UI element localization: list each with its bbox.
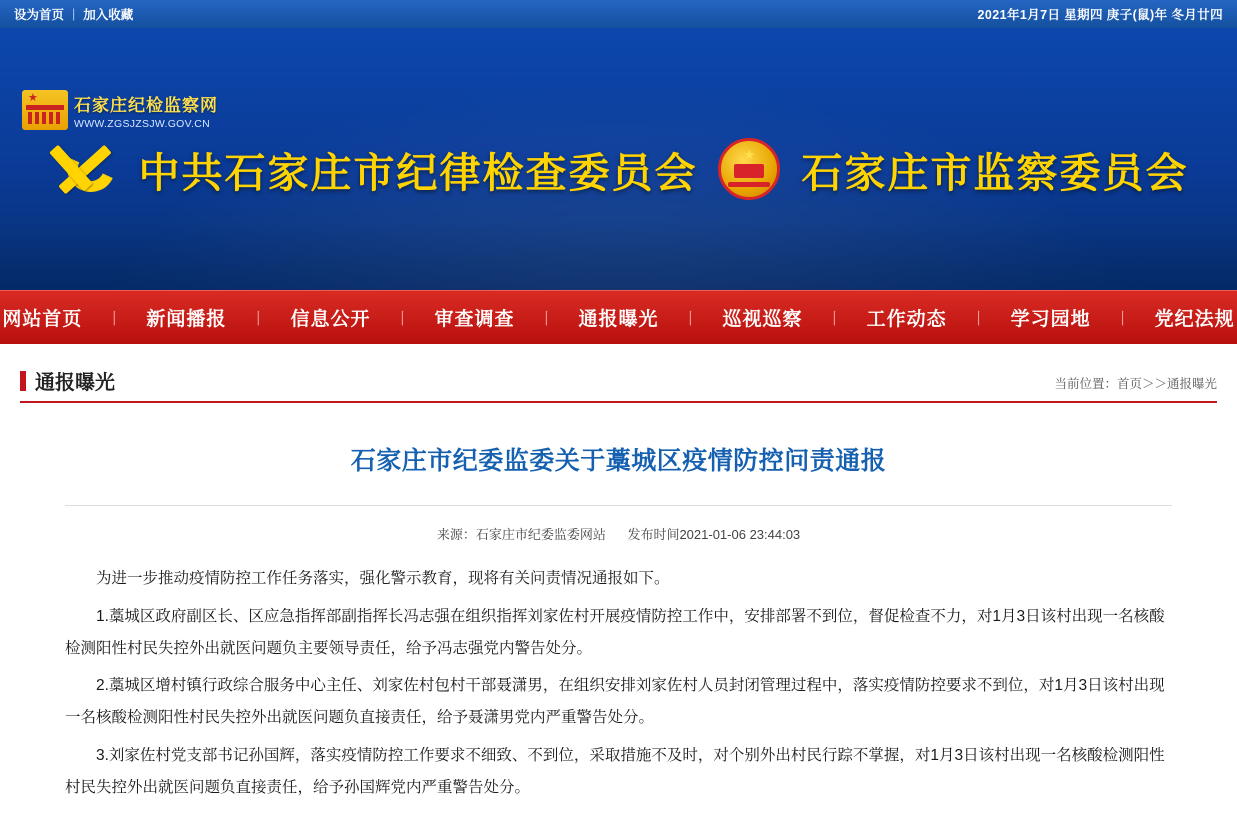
nav-item-worknews[interactable]: 工作动态 — [866, 309, 947, 330]
nav-item-patrol[interactable]: 巡视巡察 — [722, 309, 803, 330]
breadcrumb — [1054, 374, 1217, 395]
article-publish-time: 发布时间2021-01-06 23:44:03 — [627, 527, 801, 542]
article-title: 石家庄市纪委监委关于藁城区疫情防控问责通报 — [350, 447, 887, 475]
gate-building-icon — [22, 90, 68, 130]
add-favorite-link[interactable]: 加入收藏 — [83, 8, 134, 22]
nav-item-study[interactable]: 学习园地 — [1010, 309, 1091, 330]
page-content — [0, 344, 1237, 803]
page-title — [20, 366, 115, 395]
national-emblem-icon: ★ — [714, 136, 786, 202]
set-homepage-link[interactable]: 设为首页 — [14, 8, 65, 22]
hammer-sickle-icon — [49, 136, 123, 202]
nav-item-regulations[interactable]: 党纪法规 — [1154, 309, 1235, 330]
current-date: 2021年1月7日 星期四 庚子(鼠)年 冬月廿四 — [977, 8, 1223, 22]
main-navigation — [0, 290, 1237, 344]
nav-separator: 丨 — [970, 311, 987, 328]
article-paragraph: 1.藁城区政府副区长、区应急指挥部副指挥长冯志强在组织指挥刘家佐村开展疫情防控工作中，安排部署不到位，督促检查不力，对1月3日该村出现一名核酸检测阳性村民失控外出就医问题负主要领导责任，给予冯志强党内警告处分。 — [65, 607, 1165, 657]
nav-item-home[interactable]: 网站首页 — [2, 309, 83, 330]
article-body — [65, 557, 1172, 803]
site-name: 石家庄纪检监察网 — [74, 95, 218, 115]
page-title-text: 通报曝光 — [35, 372, 115, 394]
article-meta — [65, 505, 1172, 557]
title-marker-icon — [20, 371, 26, 391]
banner-title-left: 中共石家庄市纪律检查委员会 — [138, 149, 698, 196]
site-url: WWW.ZGSJZSJW.GOV.CN — [74, 117, 210, 130]
article — [20, 403, 1217, 803]
section-header — [20, 344, 1217, 403]
banner-title-group — [0, 136, 1237, 202]
nav-separator: 丨 — [826, 311, 843, 328]
topbar-separator: | — [72, 7, 76, 21]
nav-item-news[interactable]: 新闻播报 — [146, 309, 227, 330]
site-logo[interactable] — [22, 90, 218, 130]
nav-separator: 丨 — [250, 311, 267, 328]
article-paragraph: 为进一步推动疫情防控工作任务落实，强化警示教育，现将有关问责情况通报如下。 — [96, 570, 670, 587]
article-paragraph: 2.藁城区增村镇行政综合服务中心主任、刘家佐村包村干部聂潇男，在组织安排刘家佐村人员封闭管理过程中，落实疫情防控要求不到位，对1月3日该村出现一名核酸检测阳性村民失控外出就医问题负直接责任，给予聂潇男党内严重警告处分。 — [65, 677, 1165, 727]
site-banner — [0, 28, 1237, 290]
nav-item-inspection[interactable]: 审查调查 — [434, 309, 515, 330]
article-paragraph: 3.刘家佐村党支部书记孙国辉，落实疫情防控工作要求不细致、不到位，采取措施不及时，对个别外出村民行踪不掌握，对1月3日该村出现一名核酸检测阳性村民失控外出就医问题负直接责任，给予孙国辉党内严重警告处分。 — [65, 746, 1165, 796]
nav-separator: 丨 — [394, 311, 411, 328]
nav-item-disclosure[interactable]: 信息公开 — [290, 309, 371, 330]
star-icon: ★ — [28, 92, 38, 104]
top-utility-bar — [0, 0, 1237, 28]
banner-title-right: 石家庄市监察委员会 — [801, 149, 1189, 196]
nav-separator: 丨 — [682, 311, 699, 328]
nav-item-exposure[interactable]: 通报曝光 — [578, 309, 659, 330]
nav-separator: 丨 — [106, 311, 123, 328]
breadcrumb-label: 当前位置： — [1054, 377, 1117, 391]
article-source: 来源：石家庄市纪委监委网站 — [436, 527, 606, 542]
breadcrumb-separator: ＞＞ — [1141, 377, 1167, 391]
nav-separator: 丨 — [538, 311, 555, 328]
breadcrumb-current: 通报曝光 — [1166, 377, 1217, 391]
breadcrumb-home-link[interactable]: 首页 — [1116, 377, 1142, 391]
nav-separator: 丨 — [1114, 311, 1131, 328]
